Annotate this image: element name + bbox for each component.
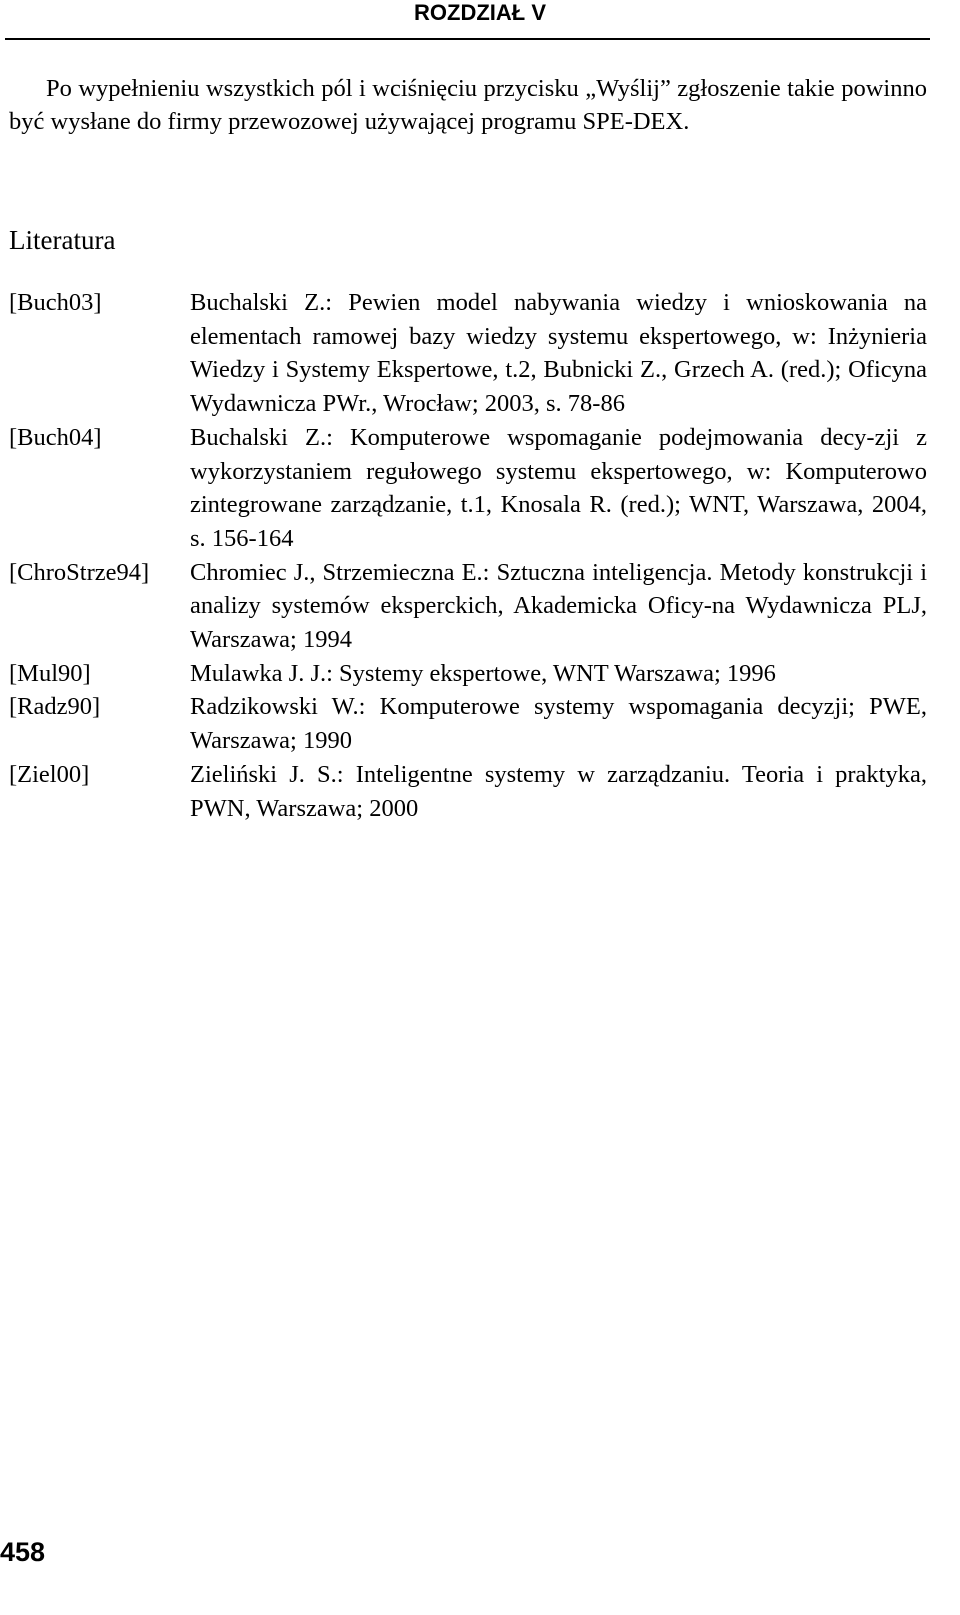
reference-item — [9, 690, 927, 757]
reference-text: Mulawka J. J.: Systemy ekspertowe, WNT Warszawa; 1996 — [190, 659, 776, 687]
reference-item — [9, 556, 927, 657]
reference-text: Chromiec J., Strzemieczna E.: Sztuczna inteligencja. Metody konstrukcji i analizy systemów eksperckich, Akademicka Oficy-na Wydawnicza PLJ, Warszawa; 1994 — [190, 558, 927, 654]
reference-text: Radzikowski W.: Komputerowe systemy wspomagania decyzji; PWE, Warszawa; 1990 — [190, 693, 927, 755]
reference-text: Buchalski Z.: Pewien model nabywania wiedzy i wnioskowania na elementach ramowej bazy wiedzy systemu ekspertowego, w: Inżynieria Wiedzy i Systemy Ekspertowe, t.2, Bubnicki Z., Grzech A. (red.); Oficyna Wydawnicza PWr., Wrocław; 2003, s. 78-86 — [190, 289, 927, 418]
reference-text: Zieliński J. S.: Inteligentne systemy w zarządzaniu. Teoria i praktyka, PWN, Warszawa; 2000 — [190, 760, 927, 822]
reference-text: Buchalski Z.: Komputerowe wspomaganie podejmowania decy-zji z wykorzystaniem regułowego systemu ekspertowego, w: Komputerowo zintegrowane zarządzanie, t.1, Knosala R. (red.); WNT, Warszawa, 2004, s. 156-164 — [190, 423, 927, 552]
reference-item — [9, 758, 927, 825]
reference-item — [9, 657, 927, 691]
reference-item — [9, 286, 927, 421]
references-list — [9, 286, 927, 825]
chapter-header: ROZDZIAŁ V — [414, 0, 546, 25]
reference-item — [9, 421, 927, 556]
intro-paragraph: Po wypełnieniu wszystkich pól i wciśnięciu przycisku „Wyślij” zgłoszenie takie powinno być wysłane do firmy przewozowej używającej programu SPE-DEX. — [9, 75, 927, 135]
reference-key: [ChroStrze94] — [9, 558, 150, 586]
literature-heading: Literatura — [9, 225, 116, 255]
reference-key: [Radz90] — [9, 693, 101, 721]
reference-key: [Mul90] — [9, 659, 91, 687]
reference-key: [Buch04] — [9, 423, 102, 451]
header-divider — [5, 38, 930, 40]
reference-key: [Buch03] — [9, 289, 102, 316]
page-number: 458 — [0, 1537, 46, 1567]
reference-key: [Ziel00] — [9, 760, 90, 788]
